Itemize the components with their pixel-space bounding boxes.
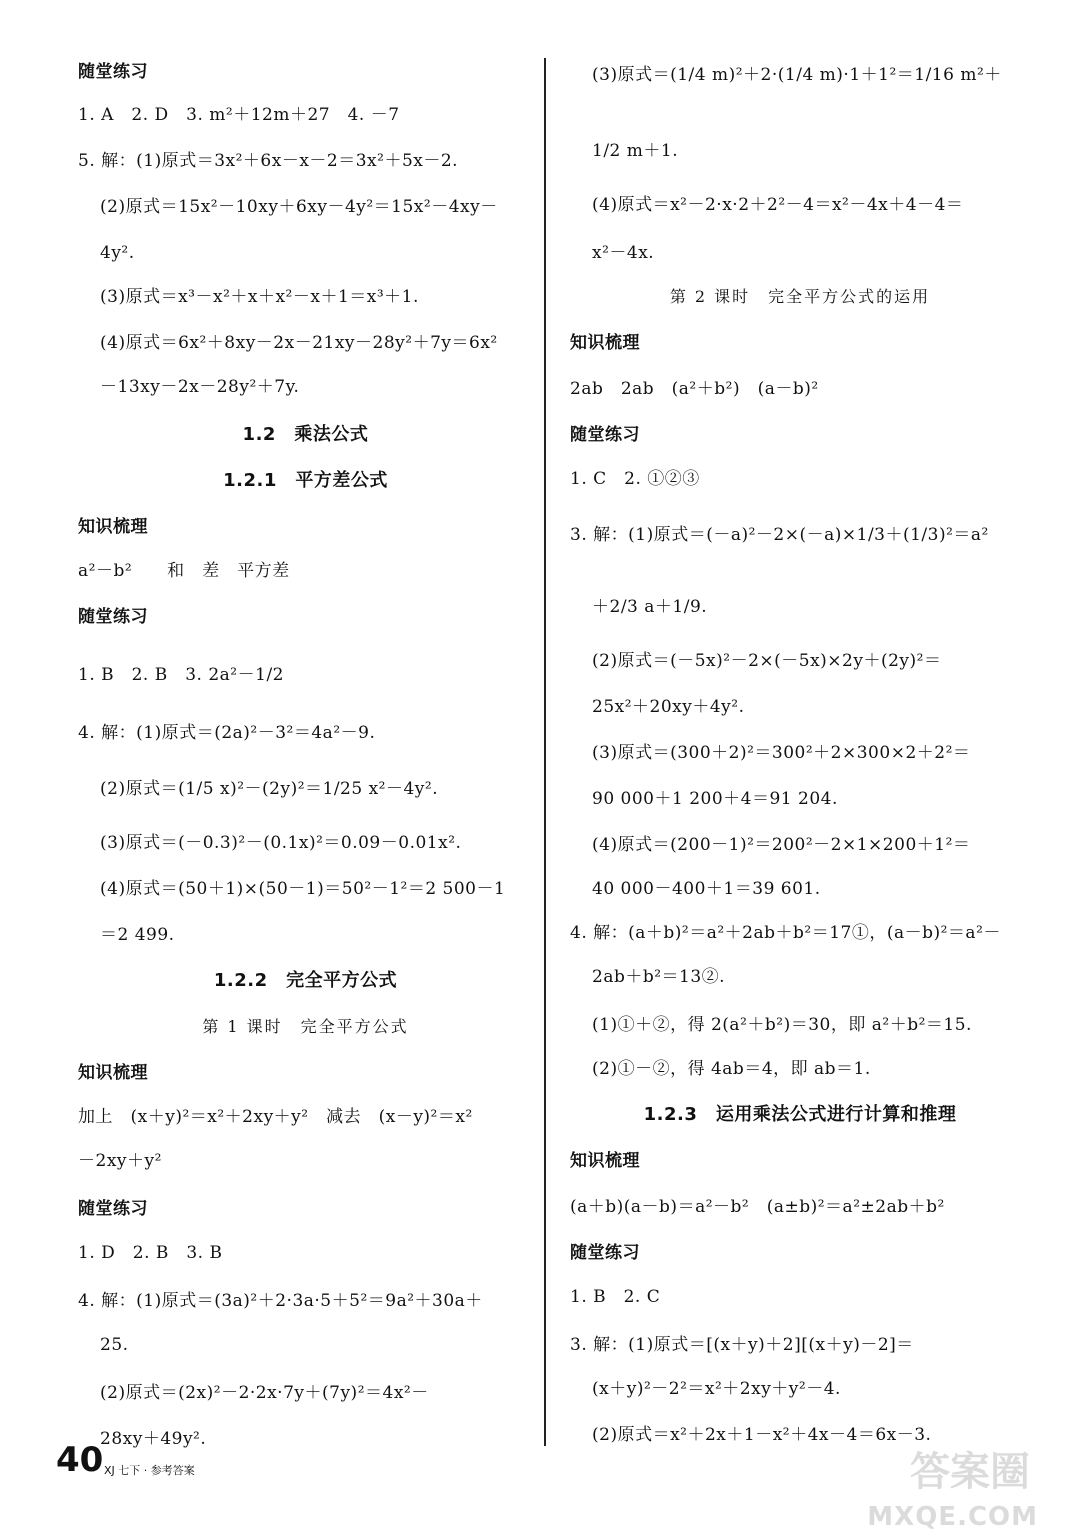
text-line: (4)原式＝x²－2·x·2＋2²－4＝x²－4x＋4－4＝ (592, 195, 964, 215)
text-line: 2ab 2ab (a²＋b²) (a－b)² (570, 379, 819, 399)
heading-line: 1.2.1 平方差公式 (223, 470, 388, 491)
text-line: 40 000－400＋1＝39 601. (592, 879, 821, 899)
watermark-chars: 答案圈 (910, 1449, 1030, 1495)
text-line: 1. C 2. ①②③ (570, 469, 700, 489)
watermark-domain: MXQE.COM (867, 1502, 1038, 1532)
text-line: 4. 解：(a＋b)²＝a²＋2ab＋b²＝17①，(a－b)²＝a²－ (570, 923, 1001, 943)
text-line: 1. A 2. D 3. m²＋12m＋27 4. －7 (78, 105, 400, 125)
text-line: (2)原式＝(－5x)²－2×(－5x)×2y＋(2y)²＝ (592, 651, 942, 671)
text-line: (x＋y)²－2²＝x²＋2xy＋y²－4. (592, 1379, 841, 1399)
text-line: (4)原式＝6x²＋8xy－2x－21xy－28y²＋7y＝6x² (100, 333, 498, 353)
text-line: x²－4x. (592, 243, 655, 263)
text-line: a²－b² 和 差 平方差 (78, 561, 290, 581)
text-line: －2xy＋y² (78, 1151, 162, 1171)
text-line: 4. 解：(1)原式＝(2a)²－3²＝4a²－9. (78, 723, 376, 743)
text-line: 1. B 2. C (570, 1287, 661, 1307)
text-line: ＋2/3 a＋1/9. (592, 597, 708, 617)
text-line: (2)原式＝(2x)²－2·2x·7y＋(7y)²＝4x²－ (100, 1383, 429, 1403)
footer-label: XJ 七下 · 参考答案 (104, 1464, 195, 1477)
text-line: 25x²＋20xy＋4y². (592, 697, 745, 717)
text-line: (3)原式＝x³－x²＋x＋x²－x＋1＝x³＋1. (100, 287, 419, 307)
heading-line: 知识梳理 (570, 1151, 640, 1171)
column-divider (544, 58, 546, 1446)
heading-line: 1.2 乘法公式 (242, 424, 369, 445)
text-line: 1/2 m＋1. (592, 141, 679, 161)
text-line: (4)原式＝(200－1)²＝200²－2×1×200＋1²＝ (592, 835, 971, 855)
text-line: －13xy－2x－28y²＋7y. (100, 377, 300, 397)
text-line: 28xy＋49y². (100, 1429, 207, 1449)
heading-line: 随堂练习 (78, 62, 148, 82)
text-line: 1. D 2. B 3. B (78, 1243, 223, 1263)
text-line: (3)原式＝(－0.3)²－(0.1x)²＝0.09－0.01x². (100, 833, 462, 853)
heading-line: 1.2.3 运用乘法公式进行计算和推理 (643, 1104, 957, 1125)
text-line: 4y². (100, 243, 135, 263)
watermark-logo (858, 1440, 1038, 1532)
text-line: (3)原式＝(300＋2)²＝300²＋2×300×2＋2²＝ (592, 743, 971, 763)
heading-line: 1.2.2 完全平方公式 (213, 970, 398, 991)
heading-line: 随堂练习 (78, 1199, 148, 1219)
text-line: 加上 (x＋y)²＝x²＋2xy＋y² 减去 (x－y)²＝x² (78, 1107, 473, 1127)
heading-line: 第 1 课时 完全平方公式 (202, 1017, 409, 1036)
heading-line: 知识梳理 (78, 517, 148, 537)
text-line: (2)原式＝x²＋2x＋1－x²＋4x－4＝6x－3. (592, 1425, 932, 1445)
heading-line: 知识梳理 (570, 333, 640, 353)
text-line: (4)原式＝(50＋1)×(50－1)＝50²－1²＝2 500－1 (100, 879, 506, 899)
text-line: (2)原式＝15x²－10xy＋6xy－4y²＝15x²－4xy－ (100, 197, 498, 217)
heading-line: 随堂练习 (570, 425, 640, 445)
text-line: (a＋b)(a－b)＝a²－b² (a±b)²＝a²±2ab＋b² (570, 1197, 945, 1217)
text-line: 5. 解：(1)原式＝3x²＋6x－x－2＝3x²＋5x－2. (78, 151, 459, 171)
text-line: 90 000＋1 200＋4＝91 204. (592, 789, 838, 809)
heading-line: 随堂练习 (570, 1243, 640, 1263)
text-line: 1. B 2. B 3. 2a²－1/2 (78, 665, 284, 685)
text-line: 25. (100, 1335, 129, 1355)
text-line: (1)①＋②，得 2(a²＋b²)＝30，即 a²＋b²＝15. (592, 1015, 972, 1035)
heading-line: 第 2 课时 完全平方公式的运用 (669, 287, 931, 306)
text-line: 3. 解：(1)原式＝(－a)²－2×(－a)×1/3＋(1/3)²＝a² (570, 525, 989, 545)
text-line: 2ab＋b²＝13②. (592, 967, 726, 987)
text-line: (2)原式＝(1/5 x)²－(2y)²＝1/25 x²－4y². (100, 779, 439, 799)
text-line: 4. 解：(1)原式＝(3a)²＋2·3a·5＋5²＝9a²＋30a＋ (78, 1291, 483, 1311)
heading-line: 知识梳理 (78, 1063, 148, 1083)
page-number: 40 (56, 1440, 104, 1480)
text-line: 3. 解：(1)原式＝[(x＋y)＋2][(x＋y)－2]＝ (570, 1335, 914, 1355)
text-line: ＝2 499. (100, 925, 175, 945)
text-line: (3)原式＝(1/4 m)²＋2·(1/4 m)·1＋1²＝1/16 m²＋ (592, 65, 1002, 85)
heading-line: 随堂练习 (78, 607, 148, 627)
text-line: (2)①－②，得 4ab＝4，即 ab＝1. (592, 1059, 871, 1079)
